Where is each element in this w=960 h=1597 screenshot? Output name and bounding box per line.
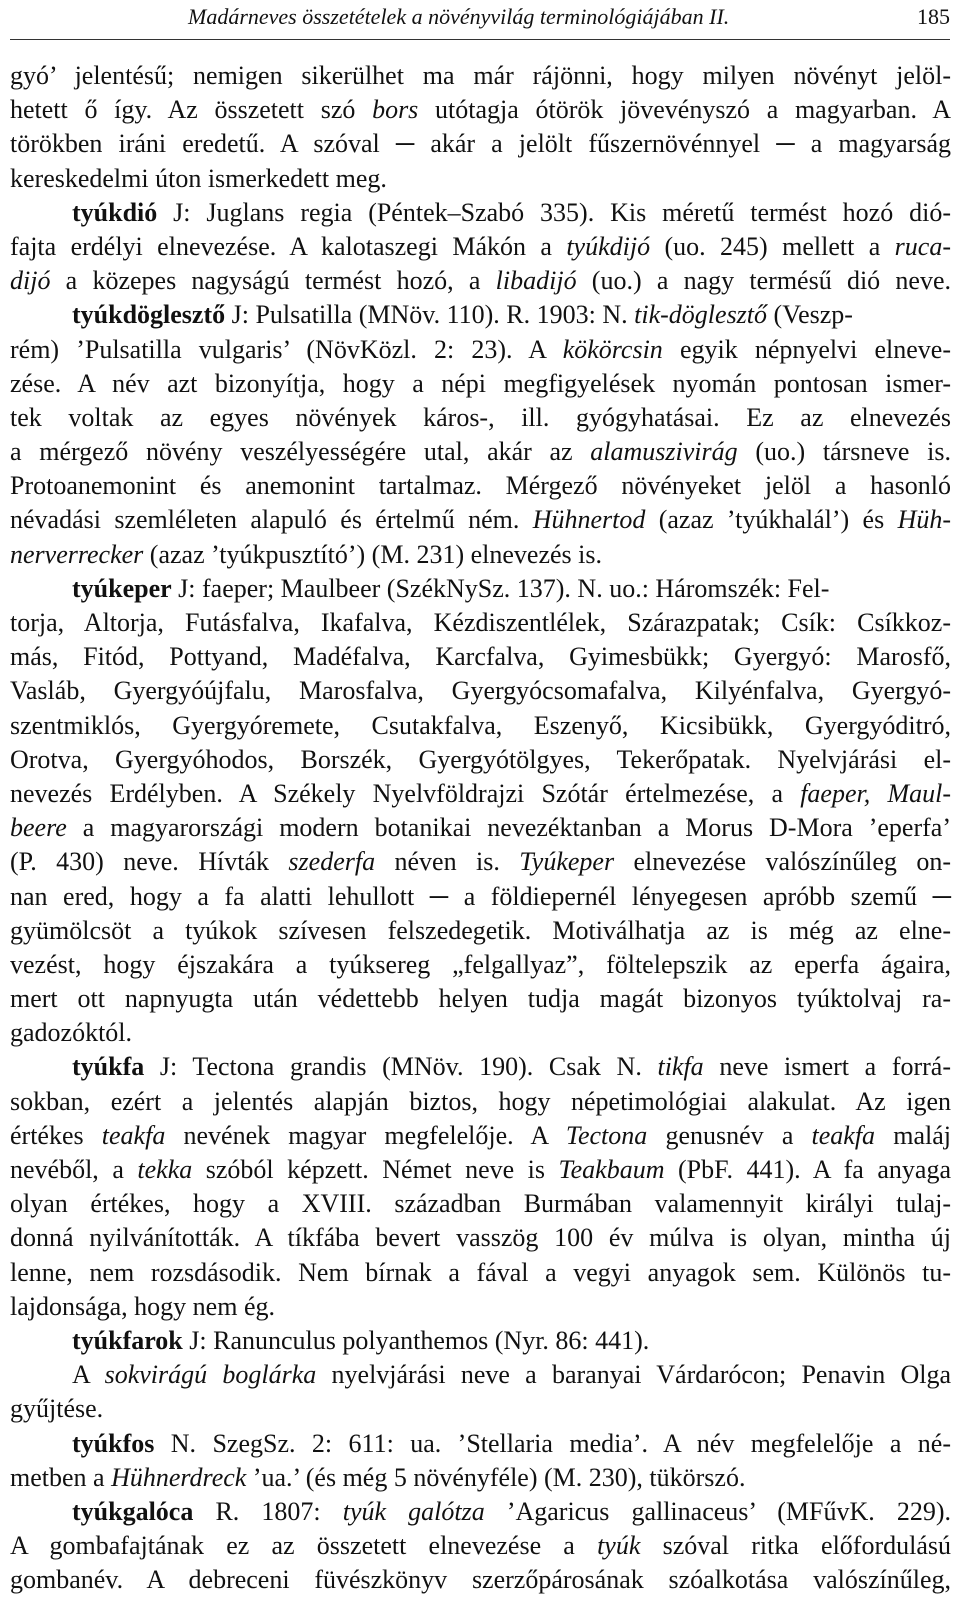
header-rule <box>10 39 950 40</box>
text-span: nevének magyar megfelelője. A <box>165 1120 566 1150</box>
body-text <box>10 59 951 1597</box>
text-span: gombanév. A debreceni füvészkönyv szerzőpárosának szóalkotása valószínűleg, <box>10 1565 951 1595</box>
text-line <box>10 1290 951 1324</box>
text-span: J: Juglans regia (Péntek–Szabó 335). Kis méretű termést hozó dió- <box>157 197 951 227</box>
italic-term: Tectona <box>565 1120 648 1150</box>
text-line <box>10 777 951 811</box>
italic-term: beere <box>10 813 67 843</box>
italic-term: teakfa <box>811 1120 876 1150</box>
text-span: gyó’ jelentésű; nemigen sikerülhet ma már rájönni, hogy milyen növényt jelöl- <box>10 61 951 90</box>
text-line <box>10 709 951 743</box>
text-span: törökben iráni eredetű. A szóval ─ akár a jelölt fűszernövénnyel ─ a magyarság <box>10 129 951 159</box>
text-line <box>10 298 951 332</box>
headword: tyúkdöglesztő <box>72 300 226 330</box>
text-line <box>10 948 951 982</box>
italic-term: sokvirágú boglárka <box>104 1360 317 1390</box>
text-span: vezést, hogy éjszakára a tyúksereg „felgallyaz”, föltelepszik az eperfa ágaira, <box>10 949 951 979</box>
italic-term: szederfa <box>288 847 376 877</box>
text-span: genusnév a <box>647 1120 812 1150</box>
text-span: szentmiklós, Gyergyóremete, Csutakfalva, Eszenyő, Kicsibükk, Gyergyóditró, <box>10 710 951 740</box>
text-span: (uo.) társneve is. <box>737 437 952 467</box>
text-line <box>10 1119 951 1153</box>
text-span: metben a <box>10 1462 112 1492</box>
text-line <box>10 1495 951 1529</box>
text-line <box>10 59 951 93</box>
text-span: kereskedelmi úton ismerkedett meg. <box>10 163 387 193</box>
text-line <box>10 230 951 264</box>
italic-term: tyúk <box>597 1531 641 1561</box>
italic-term: tyúk galótza <box>342 1496 485 1526</box>
text-line <box>10 333 951 367</box>
text-span: fajta erdélyi elnevezése. A kalotaszegi Mákón a <box>10 231 567 261</box>
italic-term: kökörcsin <box>562 334 663 364</box>
text-span: szóból képzett. Német neve is <box>192 1155 559 1184</box>
text-span: utótagja ótörök jövevényszó a magyarban. A <box>418 95 951 125</box>
running-title: Madárneves összetételek a növényvilág terminológiájában II. <box>188 4 730 29</box>
italic-term: faeper, Maul- <box>800 778 951 808</box>
text-span: Vasláb, Gyergyóújfalu, Marosfalva, Gyergyócsomafalva, Kilyénfalva, Gyergyó- <box>10 676 951 706</box>
text-line <box>10 743 951 777</box>
text-span: nevezés Erdélyben. A Székely Nyelvföldrajzi Szótár értelmezése, a <box>10 778 801 808</box>
page-number: 185 <box>917 4 950 29</box>
text-line <box>10 1427 951 1461</box>
text-span: néven is. <box>375 847 520 877</box>
text-line <box>10 1392 951 1426</box>
text-span: névadási szemléleten alapuló és értelmű ném. <box>10 505 533 535</box>
text-span: (uo. 245) mellett a <box>650 231 895 261</box>
text-line <box>10 127 951 161</box>
text-line <box>10 914 951 948</box>
text-span: N. SzegSz. 2: 611: ua. ’Stellaria media’. A név megfelelője a né- <box>154 1428 951 1458</box>
text-line <box>10 1461 951 1495</box>
text-line <box>10 1153 951 1187</box>
text-line <box>10 435 951 469</box>
italic-term: libadijó <box>495 266 577 296</box>
text-line <box>10 367 951 401</box>
italic-term: teakfa <box>101 1120 166 1150</box>
headword: tyúkdió <box>72 197 158 227</box>
text-line <box>10 674 951 708</box>
text-line <box>10 606 951 640</box>
text-span: R. 1807: <box>193 1496 343 1526</box>
text-span: ’Agaricus gallinaceus’ (MFűvK. 229). <box>484 1496 951 1526</box>
text-line <box>10 1085 951 1119</box>
text-span: a magyarországi modern botanikai nevezéktanban a Morus D-Mora ’eperfa’ <box>66 813 951 843</box>
text-span: Protoanemonint és anemonint tartalmaz. Mérgező növényeket jelöl a hasonló <box>10 471 951 501</box>
text-span: a közepes nagyságú termést hozó, a <box>50 266 496 296</box>
text-line <box>10 1529 951 1563</box>
headword: tyúkfarok <box>72 1325 183 1355</box>
text-span: A <box>72 1360 105 1390</box>
text-span: zése. A név azt bizonyítja, hogy a népi megfigyelések nyomán pontosan ismer- <box>10 368 951 398</box>
text-span: maláj <box>875 1120 951 1150</box>
text-line <box>10 845 951 879</box>
italic-term: dijó <box>10 266 51 296</box>
italic-term: Teakbaum <box>558 1155 665 1184</box>
text-line <box>10 982 951 1016</box>
text-span: lenne, nem rozsdásodik. Nem bírnak a fával a vegyi anyagok sem. Különös tu- <box>10 1257 951 1287</box>
italic-term: tikfa <box>657 1052 704 1082</box>
text-span: mert ott napnyugta után védettebb helyen tudja magát bizonyos tyúktolvaj ra- <box>10 984 951 1014</box>
text-span: J: faeper; Maulbeer (SzékNySz. 137). N. uo.: Háromszék: Fel- <box>171 573 830 603</box>
text-line <box>10 1256 951 1290</box>
text-span: tek voltak az egyes növények káros-, ill. gyógyhatásai. Ez az elnevezés <box>10 402 951 432</box>
italic-term: tekka <box>137 1155 193 1184</box>
italic-term: ruca- <box>894 231 951 261</box>
text-span: nevéből, a <box>10 1155 138 1184</box>
text-span: egyik népnyelvi elneve- <box>662 334 951 364</box>
headword: tyúkfa <box>72 1052 145 1082</box>
text-span: elnevezése valószínűleg on- <box>614 847 951 877</box>
italic-term: alamuszivirág <box>590 437 738 467</box>
text-span: gyümölcsöt a tyúkok szívesen felszedegetik. Motiválhatja az is még az elne- <box>10 915 951 945</box>
text-line <box>10 880 951 914</box>
text-span: lajdonsága, hogy nem ég. <box>10 1291 275 1321</box>
text-span: (azaz ’tyúkhalál’) és <box>645 505 898 535</box>
text-line <box>10 1221 951 1255</box>
headword: tyúkfos <box>72 1428 155 1458</box>
text-line <box>10 264 951 298</box>
text-span: ’ua.’ (és még 5 növényféle) (M. 230), tükörszó. <box>246 1462 746 1492</box>
italic-term: nerverrecker <box>10 539 144 569</box>
text-span: (PbF. 441). A fa anyaga <box>664 1155 951 1184</box>
text-span: J: Pulsatilla (MNöv. 110). R. 1903: N. <box>225 300 635 330</box>
text-span: (uo.) a nagy termésű dió neve. <box>576 266 951 296</box>
text-span: Orotva, Gyergyóhodos, Borszék, Gyergyótölgyes, Tekerőpatak. Nyelvjárási el- <box>10 744 951 774</box>
text-span: gadozóktól. <box>10 1018 133 1048</box>
text-span: más, Fitód, Pottyand, Madéfalva, Karcfalva, Gyimesbükk; Gyergyó: Marosfő, <box>10 642 951 672</box>
text-span: A gombafajtának ez az összetett elnevezése a <box>10 1531 598 1561</box>
text-line <box>10 1016 951 1050</box>
text-line <box>10 811 951 845</box>
text-span: donná nyilvánították. A tíkfába bevert vasszög 100 év múlva is olyan, mintha új <box>10 1223 951 1253</box>
text-span: nyelvjárási neve a baranyai Várdarócon; Penavin Olga <box>316 1360 952 1390</box>
text-span: XVIII <box>301 1189 366 1219</box>
text-span: (Veszp- <box>767 300 853 330</box>
text-span: (P. 430) neve. Hívták <box>10 847 289 877</box>
text-span: . században Burmában valamennyit királyi tulaj- <box>365 1189 951 1219</box>
text-line <box>10 1324 951 1358</box>
text-span: értékes <box>10 1120 102 1150</box>
text-line <box>10 572 951 606</box>
headword: tyúkgalóca <box>72 1496 194 1526</box>
text-line <box>10 1050 951 1084</box>
text-span: neve ismert a forrá- <box>703 1052 952 1082</box>
text-line <box>10 640 951 674</box>
text-span: a mérgező növény veszélyességére utal, akár az <box>10 437 591 467</box>
page-header <box>10 0 950 52</box>
text-span: olyan értékes, hogy a <box>10 1189 302 1219</box>
italic-term: Hüh- <box>897 505 951 535</box>
text-span: nan ered, hogy a fa alatti lehullott ─ a földiepernél lényegesen apróbb szemű ─ <box>10 881 951 911</box>
text-line <box>10 401 951 435</box>
text-line <box>10 162 951 196</box>
italic-term: Hühnerdreck <box>111 1462 247 1492</box>
text-span: torja, Altorja, Futásfalva, Ikafalva, Kézdiszentlélek, Szárazpatak; Csík: Csíkkoz- <box>10 608 951 637</box>
text-line <box>10 1563 951 1597</box>
headword: tyúkeper <box>72 573 172 603</box>
italic-term: tyúkdijó <box>566 231 651 261</box>
text-span: (azaz ’tyúkpusztító’) (M. 231) elnevezés is. <box>143 539 602 569</box>
text-span: sokban, ezért a jelentés alapján biztos, hogy népetimológiai alakulat. Az igen <box>10 1086 951 1116</box>
italic-term: Tyúkeper <box>519 847 615 877</box>
text-line <box>10 93 951 127</box>
text-line <box>10 1187 951 1221</box>
text-line <box>10 503 951 537</box>
text-line <box>10 196 951 230</box>
italic-term: tik-döglesztő <box>634 300 768 330</box>
text-span: hetett ő így. Az összetett szó <box>10 95 373 125</box>
italic-term: bors <box>372 95 419 125</box>
text-span: J: Ranunculus polyanthemos (Nyr. 86: 441). <box>182 1325 650 1355</box>
text-span: rém) ’Pulsatilla vulgaris’ (NövKözl. 2: 23). A <box>10 334 563 364</box>
text-span: J: Tectona grandis (MNöv. 190). Csak N. <box>144 1052 658 1082</box>
text-line <box>10 538 951 572</box>
text-span: gyűjtése. <box>10 1394 104 1424</box>
text-span: szóval ritka előfordulású <box>640 1531 952 1561</box>
text-line <box>10 469 951 503</box>
text-line <box>10 1358 951 1392</box>
italic-term: Hühnertod <box>532 505 646 535</box>
